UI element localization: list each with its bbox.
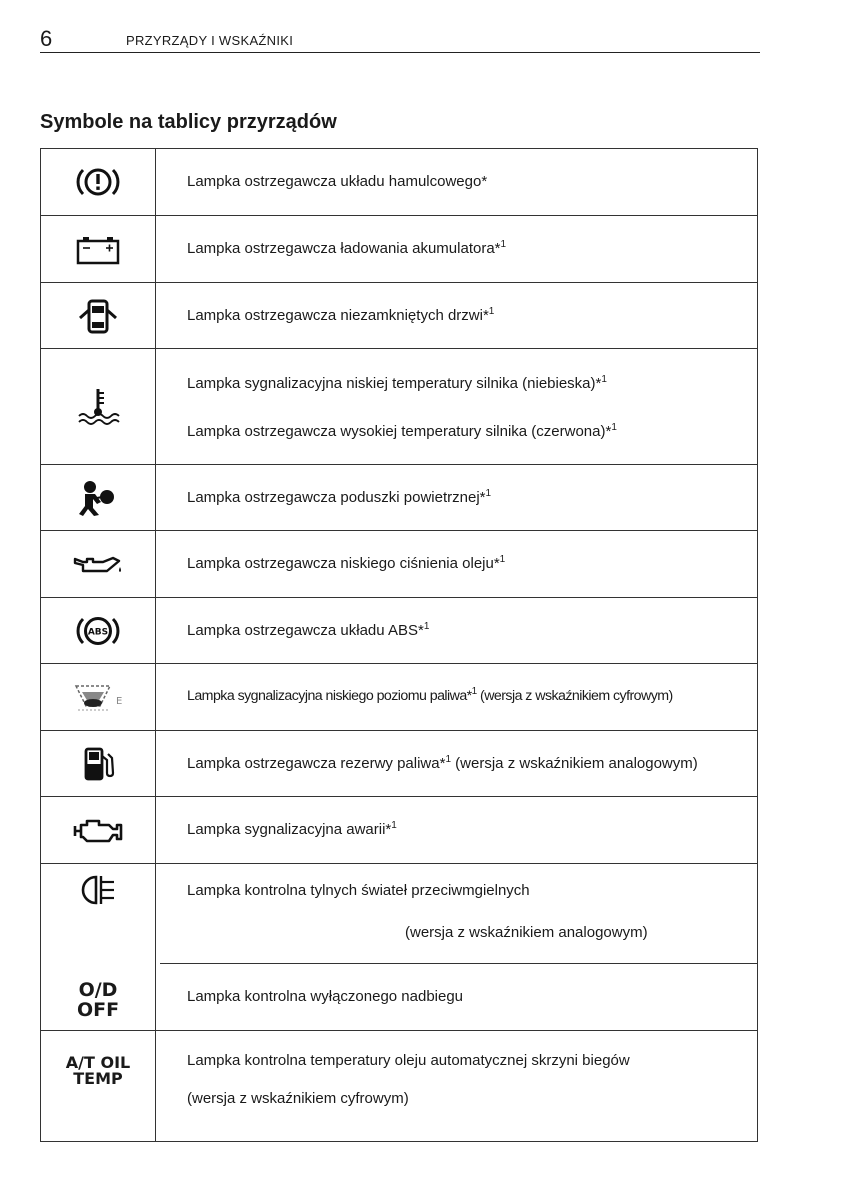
table-row [41, 149, 757, 215]
page-number: 6 [40, 26, 53, 51]
row-label-secondary: Lampka ostrzegawcza wysokiej temperatury silnika (czerwona)*$^1$ [187, 422, 617, 440]
table-row [41, 597, 757, 664]
low-fuel-digital-icon [41, 664, 155, 731]
row-label: Lampka sygnalizacyjna awarii*$^1$ [187, 820, 397, 838]
airbag-icon [41, 465, 155, 531]
symbols-table [40, 148, 758, 1142]
section-title: PRZYRZĄDY I WSKAŹNIKI [126, 33, 294, 48]
row-label: Lampka kontrolna tylnych świateł przeciwmgielnych [187, 882, 530, 899]
table-row [160, 963, 757, 1031]
od-off-icon: O/D OFF [76, 979, 120, 1021]
table-row [41, 663, 757, 731]
row-label: Lampka kontrolna temperatury oleju automatycznej skrzyni biegów [187, 1052, 630, 1069]
row-label: Lampka sygnalizacyjna niskiej temperatury silnika (niebieska)*$^1$ [187, 374, 607, 392]
row-label: Lampka ostrzegawcza niskiego ciśnienia oleju*$^1$ [187, 554, 506, 572]
rear-fog-light-icon [41, 872, 155, 932]
svg-text:E: E [116, 695, 123, 707]
row-label: Lampka ostrzegawcza niezamkniętych drzwi*$^1$ [187, 306, 495, 324]
row-label: Lampka kontrolna wyłączonego nadbiegu [187, 988, 464, 1005]
row-label-secondary: (wersja z wskaźnikiem cyfrowym) [187, 1090, 409, 1107]
door-open-icon [41, 283, 155, 349]
table-row [41, 863, 757, 964]
table-row [41, 464, 757, 531]
coolant-temperature-icon [41, 349, 155, 465]
page-header [40, 26, 760, 53]
row-label: Lampka ostrzegawcza układu ABS*$^1$ [187, 621, 430, 639]
abs-icon [41, 598, 155, 664]
row-label: Lampka ostrzegawcza poduszki powietrznej*$^1$ [187, 488, 492, 506]
row-label: Lampka sygnalizacyjna niskiego poziomu paliwa*$^1$ (wersja z wskaźnikiem cyfrowym) [187, 686, 673, 704]
battery-icon [41, 216, 155, 283]
table-row [41, 215, 757, 283]
table-row [41, 1030, 757, 1143]
row-label: Lampka ostrzegawcza rezerwy paliwa*$^1$ (wersja z wskaźnikiem analogowym) [187, 754, 698, 772]
row-label: Lampka ostrzegawcza ładowania akumulatora*$^1$ [187, 239, 507, 257]
table-row [41, 348, 757, 465]
table-row [41, 730, 757, 797]
row-label-secondary: (wersja z wskaźnikiem analogowym) [405, 924, 648, 941]
check-engine-icon [41, 797, 155, 864]
page-heading: Symbole na tablicy przyrządów [40, 111, 337, 133]
fuel-pump-icon [41, 731, 155, 797]
brake-warning-icon [41, 149, 155, 215]
table-row [41, 796, 757, 864]
svg-text:ABS: ABS [87, 627, 109, 638]
oil-pressure-icon [41, 531, 155, 598]
table-row [41, 282, 757, 349]
table-row [41, 530, 757, 598]
at-oil-temp-icon: A/T OIL TEMP [65, 1053, 131, 1088]
row-label: Lampka ostrzegawcza układu hamulcowego* [187, 173, 488, 190]
